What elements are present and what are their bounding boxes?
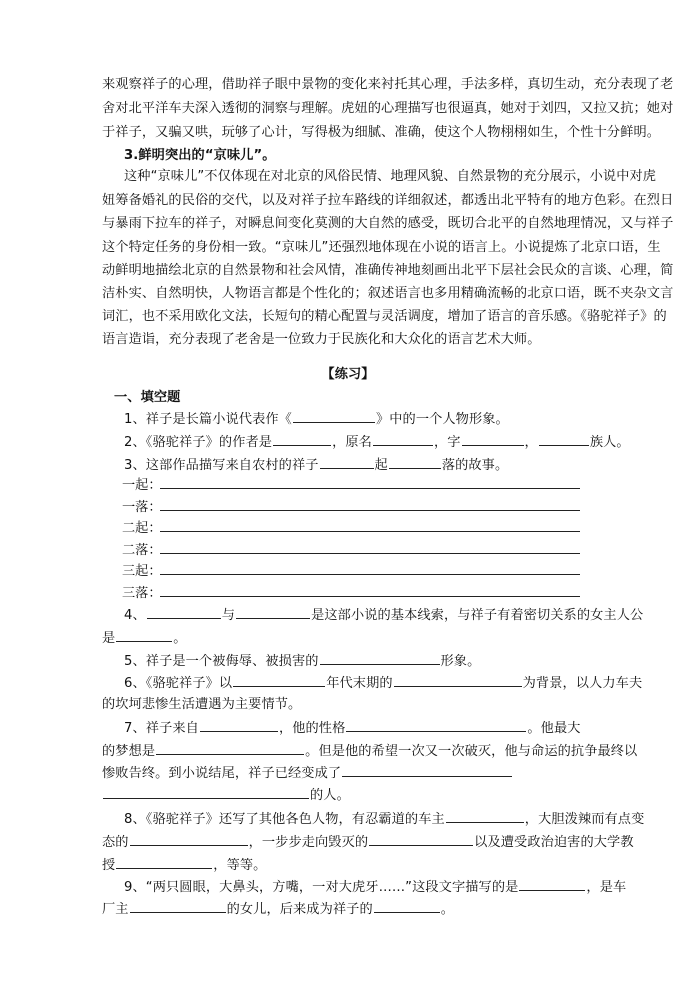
passage-line: 语言造诣，充分表现了老舍是一位致力于民族化和大众化的语言艺术大师。: [102, 332, 541, 347]
passage-line: 这种“京味儿”不仅体现在对北京的风俗民情、地理风貌、自然景物的充分展示，小说中对虎: [124, 169, 657, 184]
answer-blank[interactable]: [130, 898, 226, 913]
section-heading: 3.鲜明突出的“京味儿”。: [124, 148, 276, 163]
answer-blank[interactable]: [147, 604, 221, 619]
question-7-cont: 惨败告终。到小说结尾，祥子已经变成了: [102, 762, 622, 784]
answer-blank[interactable]: [462, 431, 524, 446]
passage-line: 与暴雨下拉车的祥子，对瞬息间变化莫测的大自然的感受，既切合北平的自然地理情况，又与祥子: [102, 216, 674, 231]
answer-blank[interactable]: [346, 717, 526, 732]
answer-line[interactable]: [160, 553, 580, 554]
answer-blank[interactable]: [293, 408, 375, 423]
question-8: 8、《骆驼祥子》还写了其他各色人物，有忍霸道的车主 ，大胆泼辣而有点变: [124, 808, 644, 830]
answer-row: 一起：: [122, 475, 602, 496]
question-9: 9、“两只圆眼，大鼻头，方嘴，一对大虎牙……”这段文字描写的是 ，是车: [124, 876, 644, 898]
answer-blank[interactable]: [369, 831, 473, 846]
question-4-cont: 是 。: [102, 627, 622, 649]
answer-row: 二落：: [122, 540, 602, 561]
answer-blank[interactable]: [342, 762, 512, 777]
answer-blank[interactable]: [320, 454, 374, 469]
section-heading: 一、填空题: [114, 390, 181, 405]
answer-blank[interactable]: [320, 650, 440, 665]
question-6-cont: 的坎坷悲惨生活遭遇为主要情节。: [102, 697, 302, 712]
answer-line[interactable]: [160, 510, 580, 511]
answer-blank[interactable]: [116, 854, 212, 869]
question-9-cont: 厂主 的女儿，后来成为祥子的 。: [102, 898, 622, 920]
answer-blank[interactable]: [519, 876, 585, 891]
answer-blank[interactable]: [200, 717, 278, 732]
question-5: 5、祥子是一个被侮辱、被损害的 形象。: [124, 650, 644, 672]
answer-blank[interactable]: [539, 431, 589, 446]
answer-blank[interactable]: [116, 627, 172, 642]
answer-line[interactable]: [160, 596, 580, 597]
passage-line: 动鲜明地描绘北京的自然景物和社会风情，准确传神地刻画出北平下层社会民众的言谈、心理，简: [102, 263, 674, 278]
question-2: 2、《骆驼祥子》的作者是 ，原名 ，字 ， 族人。: [124, 431, 644, 453]
passage-line: 这个特定任务的身份相一致。“京味儿”还强烈地体现在小说的语言上。小说提炼了北京口语，生: [102, 240, 661, 255]
answer-blank[interactable]: [394, 672, 522, 687]
answer-blank[interactable]: [374, 898, 440, 913]
answer-line[interactable]: [160, 574, 580, 575]
answer-blank[interactable]: [446, 808, 524, 823]
answer-row: 三起：: [122, 561, 602, 582]
passage-line: 妞筹备婚礼的民俗的交代，以及对祥子拉车路线的详细叙述，都透出北平特有的地方色彩。在烈日: [102, 193, 674, 208]
question-8-cont: 授 ，等等。: [102, 854, 622, 876]
question-6: 6、《骆驼祥子》以 年代末期的 为背景，以人力车夫: [124, 672, 644, 694]
passage-line: 洁朴实、自然明快，人物语言都是个性化的；叙述语言也多用精确流畅的北京口语，既不夹杂文言: [102, 286, 674, 301]
question-8-cont: 态的 ，一步步走向毁灭的 以及遭受政治迫害的大学教: [102, 831, 622, 853]
answer-blank[interactable]: [273, 431, 331, 446]
answer-row: 二起：: [122, 518, 602, 539]
question-1: 1、祥子是长篇小说代表作《 》中的一个人物形象。: [124, 408, 644, 430]
answer-line[interactable]: [160, 531, 580, 532]
exercise-title: 【练习】: [321, 367, 375, 382]
question-7-cont: 的人。: [102, 784, 622, 806]
passage-line: 词汇，也不采用欧化文法，长短句的精心配置与灵活调度，增加了语言的音乐感。《骆驼祥子》的: [102, 309, 667, 324]
answer-row: 一落：: [122, 497, 602, 518]
answer-blank[interactable]: [236, 604, 310, 619]
question-4: 4、 与 是这部小说的基本线索，与祥子有着密切关系的女主人公: [124, 604, 644, 626]
answer-blank[interactable]: [233, 672, 325, 687]
passage-line: 舍对北平洋车夫深入透彻的洞察与理解。虎妞的心理描写也很逼真，她对于刘四，又拉又抗；她对: [102, 101, 674, 116]
question-7: 7、祥子来自 ，他的性格 。他最大: [124, 717, 644, 739]
passage-line: 来观察祥子的心理，借助祥子眼中景物的变化来衬托其心理，手法多样，真切生动，充分表现了老: [102, 77, 674, 92]
answer-blank[interactable]: [373, 431, 433, 446]
question-3: 3、这部作品描写来自农村的祥子 起 落的故事。: [124, 454, 644, 476]
passage-line: 于祥子，又骗又哄，玩够了心计，写得极为细腻、准确，使这个人物栩栩如生，个性十分鲜明。: [102, 125, 661, 140]
answer-row: 三落：: [122, 583, 602, 604]
question-7-cont: 的梦想是 。但是他的希望一次又一次破灭，他与命运的抗争最终以: [102, 740, 622, 762]
answer-blank[interactable]: [156, 740, 304, 755]
answer-blank[interactable]: [130, 831, 248, 846]
answer-blank[interactable]: [103, 784, 309, 799]
answer-blank[interactable]: [389, 454, 441, 469]
answer-line[interactable]: [160, 488, 580, 489]
